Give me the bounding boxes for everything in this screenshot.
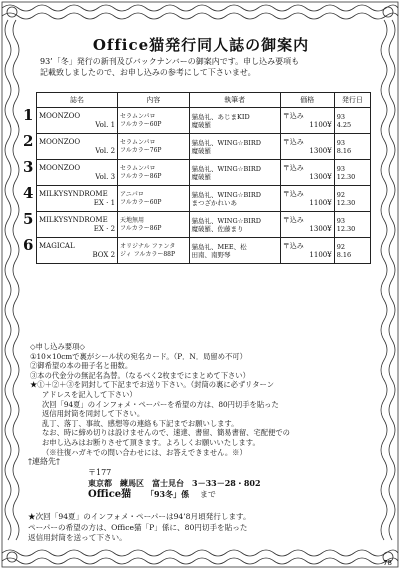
- cell-authors-line: 魔破羅: [191, 146, 212, 155]
- cell-date-line: 4.25: [336, 120, 352, 129]
- row-number: 1: [23, 106, 34, 124]
- cell-price-line: 〒込み: [282, 111, 304, 120]
- footer-notice: [28, 512, 373, 544]
- cell-date-line: 12.30: [336, 172, 356, 181]
- cell-authors-line: 猫島礼、WING☆BIRD: [191, 138, 261, 147]
- cell-authors: [189, 108, 280, 134]
- cell-authors-line: まつざかれいあ: [191, 198, 238, 207]
- cell-title: [23, 236, 118, 264]
- cell-price-line: 〒込み: [282, 163, 304, 172]
- contact-dept: 「93冬」係: [145, 489, 190, 499]
- catalog-header-row: [37, 93, 371, 108]
- cell-title: [23, 106, 118, 134]
- row-number: 2: [23, 132, 34, 150]
- cell-content: [118, 186, 189, 212]
- footer-line: ★次回「94夏」のインフォメ・ペーパーは94’8月頃発行します。: [28, 512, 251, 521]
- cell-content-line: セラムンパロ: [120, 138, 156, 146]
- cell-content: [118, 160, 189, 186]
- table-row: [37, 108, 371, 134]
- cell-price-line: 1100¥: [309, 198, 332, 207]
- table-row: [37, 186, 371, 212]
- cell-authors-line: 猫島礼、あじまKID: [191, 112, 250, 121]
- cell-price-line: 1300¥: [309, 172, 332, 181]
- cell-date: [334, 186, 370, 212]
- cell-title-line: MOONZOO: [39, 111, 81, 120]
- cell-date-line: 93: [336, 112, 345, 121]
- header-date: 発行日: [334, 93, 370, 108]
- intro-line: 93’「冬」発行の新刊及びバックナンバーの御案内です。申し込み要項も: [40, 57, 300, 66]
- cell-date-line: 8.16: [336, 146, 352, 155]
- table-row: [37, 212, 371, 238]
- cell-title-line: BOX 2: [92, 250, 116, 259]
- cell-title: [23, 158, 118, 186]
- cell-content-line: 天地無用: [120, 216, 145, 224]
- cell-price-line: 1100¥: [309, 120, 332, 129]
- cell-price-line: 〒込み: [282, 189, 304, 198]
- cell-date-line: 92: [336, 190, 345, 199]
- row-number: 5: [23, 210, 34, 228]
- cell-content-line: セラムンパロ: [120, 164, 156, 172]
- catalog-body: [23, 106, 371, 264]
- order-instructions: [30, 342, 372, 457]
- cell-authors-line: 魔破羅、佐藤まり: [191, 224, 244, 233]
- cell-price: [280, 134, 334, 160]
- intro-text: [40, 56, 370, 78]
- cell-title-line: MOONZOO: [39, 137, 81, 146]
- notes-line: なお、時に締め切りは設けませんので、速達、書留、簡易書留、宅配便での: [42, 428, 290, 438]
- cell-content-line: セラムンパロ: [120, 112, 156, 120]
- cell-authors-line: 猫島礼、WING☆BIRD: [191, 216, 261, 225]
- cell-title-line: MILKYSYNDROME: [39, 189, 108, 198]
- notes-line: ★①＋②＋③を同封して下記までお送り下さい。（封筒の裏に必ずリターン: [30, 380, 275, 390]
- cell-title-line: Vol. 1: [95, 120, 116, 129]
- cell-content-line: フルカラー60P: [120, 198, 162, 206]
- row-number: 4: [23, 184, 34, 202]
- contact-label: †連絡先†: [28, 457, 60, 466]
- cell-date: [334, 160, 370, 186]
- cell-title-line: MAGICAL: [39, 241, 75, 250]
- cell-authors-line: 魔破羅: [191, 172, 212, 181]
- cell-price: [280, 238, 334, 264]
- cell-title-line: MILKYSYNDROME: [39, 215, 108, 224]
- cell-content: [118, 212, 189, 238]
- cell-price-line: 1300¥: [309, 146, 332, 155]
- header-content: 内容: [118, 93, 189, 108]
- cell-price: [280, 160, 334, 186]
- contact-block: [28, 456, 373, 500]
- cell-authors-line: 猫島礼、WING☆BIRD: [191, 164, 261, 173]
- contact-postal: 〒177: [88, 468, 112, 477]
- cell-title-line: Vol. 3: [95, 172, 116, 181]
- cell-content: [118, 108, 189, 134]
- notes-line: 次回「94夏」のインフォメ・ペーパーを希望の方は、80円切手を貼った: [42, 399, 279, 409]
- cell-content-line: フルカラー60P: [120, 120, 162, 128]
- cell-title: [23, 132, 118, 160]
- notes-line: ③本の代金分の無記名為替。（なるべく2枚までにまとめて下さい）: [30, 370, 250, 380]
- cell-content-line: アニパロ: [120, 190, 144, 198]
- cell-content: [118, 134, 189, 160]
- contact-name: Office猫: [88, 489, 132, 500]
- cell-price-line: 〒込み: [282, 215, 304, 224]
- cell-authors-line: 猫島礼、WING☆BIRD: [191, 190, 261, 199]
- notes-line: ②御希望の本の冊子名と冊数。: [30, 361, 133, 371]
- notes-heading: ◇申し込み要項◇: [30, 342, 86, 351]
- header-price: 価格: [280, 93, 334, 108]
- cell-date: [334, 108, 370, 134]
- cell-price: [280, 186, 334, 212]
- cell-price-line: 1300¥: [309, 224, 332, 233]
- cell-date-line: 12.30: [336, 224, 356, 233]
- notes-line: アドレスを記入して下さい）: [42, 389, 137, 399]
- cell-date-line: 12.30: [336, 198, 356, 207]
- cell-date-line: 93: [336, 164, 345, 173]
- notes-line: 返信用封筒を同封して下さい。: [42, 409, 145, 419]
- footer-line: 返信用封筒を送って下さい。: [28, 533, 127, 542]
- cell-title: [23, 210, 118, 238]
- header-author: 執筆者: [189, 93, 280, 108]
- cell-price-line: 1100¥: [309, 250, 332, 259]
- cell-price: [280, 108, 334, 134]
- cell-authors-line: 魔破羅: [191, 120, 212, 129]
- cell-content-line: オリジナル ファンタ: [120, 242, 176, 250]
- row-number: 6: [23, 236, 34, 254]
- cell-authors: [189, 186, 280, 212]
- contact-address: 東京都 練馬区 富士見台 3－33－28・802: [88, 478, 261, 488]
- cell-title-line: EX · 2: [93, 224, 116, 233]
- page-title: Office猫発行同人誌の御案内: [92, 36, 310, 54]
- page-number: 78: [383, 559, 392, 567]
- cell-authors: [189, 160, 280, 186]
- cell-title-line: EX · 1: [93, 198, 116, 207]
- notes-line: お申し込みはお断りさせて頂きます。よろしくお願いいたします。: [42, 437, 260, 447]
- catalog-table: [23, 92, 371, 264]
- cell-authors: [189, 238, 280, 264]
- cell-date-line: 93: [336, 216, 345, 225]
- cell-price: [280, 212, 334, 238]
- intro-line: 記載致しましたので、お申し込みの参考にして下さいませ。: [40, 68, 256, 77]
- content-area: [22, 22, 380, 547]
- cell-authors-line: 田南、南野琴: [191, 250, 231, 259]
- notes-line: ①10×10cmで裏がシール状の宛名カード。（P．N．局留め不可）: [30, 351, 247, 361]
- cell-title-line: MOONZOO: [39, 163, 81, 172]
- cell-authors: [189, 134, 280, 160]
- notes-line: 乱丁、落丁、事故、感想等の連絡も下記までお願いします。: [42, 418, 239, 428]
- cell-price-line: 〒込み: [282, 137, 304, 146]
- cell-date-line: 93: [336, 138, 345, 147]
- contact-suffix: まで: [199, 490, 216, 499]
- cell-date-line: 8.16: [336, 250, 352, 259]
- footer-line: ペーパーの希望の方は、Office猫「P」係に、80円切手を貼った: [28, 522, 248, 532]
- cell-title: [23, 184, 118, 212]
- notes-line: （※往復ハガキでの問い合わせには、お答えできません。※）: [42, 447, 247, 457]
- cell-content-line: フルカラー86P: [120, 224, 162, 232]
- table-row: [37, 238, 371, 264]
- header-title: 誌名: [37, 93, 118, 108]
- cell-date: [334, 238, 370, 264]
- cell-content-line: ジィ フルカラー88P: [120, 250, 176, 258]
- table-row: [37, 160, 371, 186]
- table-row: [37, 134, 371, 160]
- cell-authors: [189, 212, 280, 238]
- cell-date: [334, 212, 370, 238]
- cell-content-line: フルカラー76P: [120, 146, 162, 154]
- cell-content-line: フルカラー86P: [120, 172, 162, 180]
- cell-authors-line: 猫島礼、MEE、松: [191, 242, 247, 251]
- cell-date: [334, 134, 370, 160]
- cell-price-line: 〒込み: [282, 241, 304, 250]
- row-number: 3: [23, 158, 34, 176]
- cell-content: [118, 238, 189, 264]
- cell-date-line: 92: [336, 242, 345, 251]
- cell-title-line: Vol. 2: [95, 146, 116, 155]
